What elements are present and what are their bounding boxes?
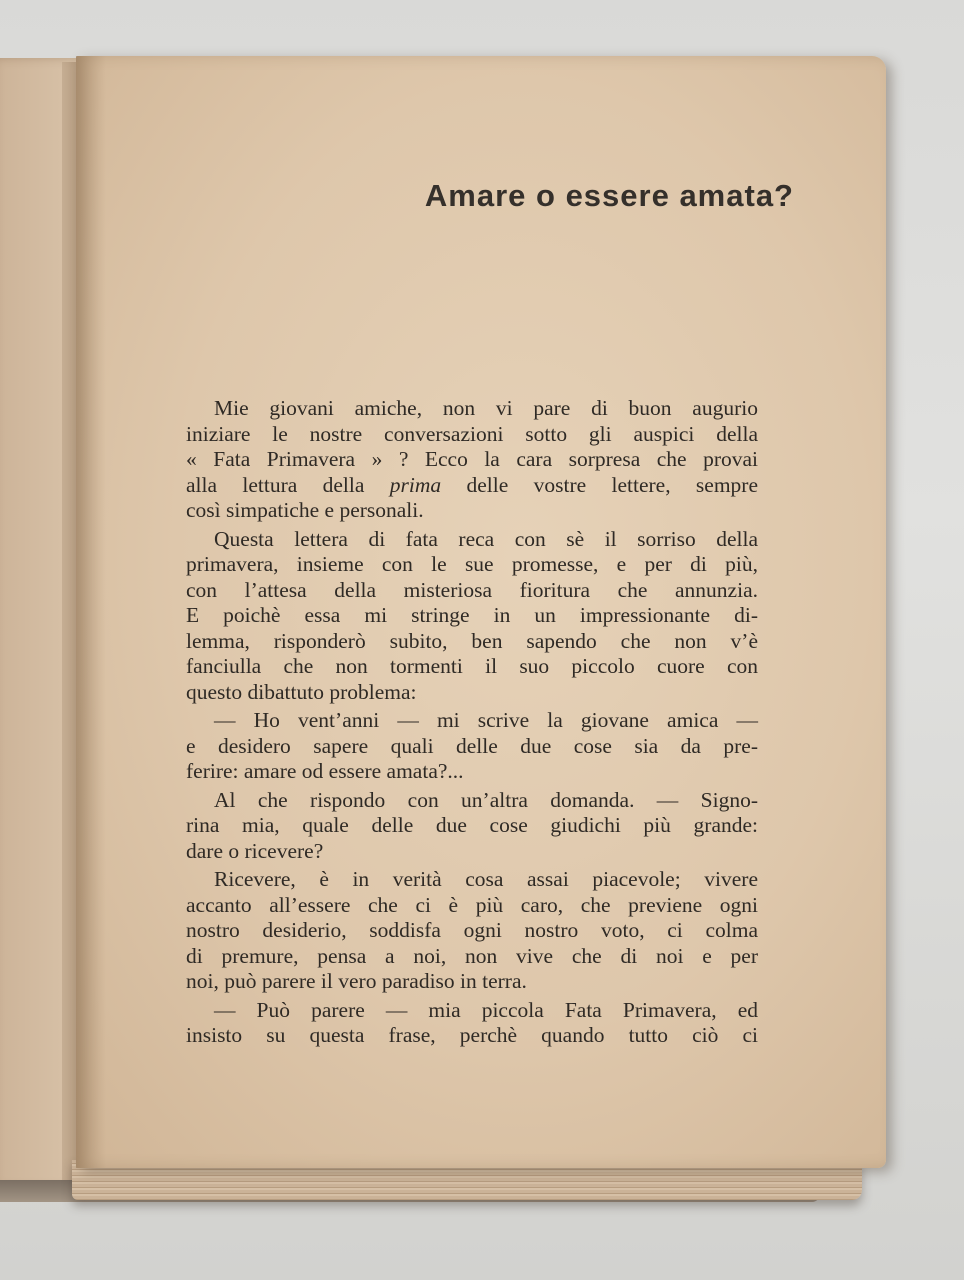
text-line (186, 447, 758, 473)
line-text: questo dibattuto problema: (186, 679, 417, 704)
line-text: Mie giovani amiche, non vi pare di buon augurio (214, 396, 758, 420)
chapter-title: Amare o essere amata? (424, 178, 794, 213)
text-line (186, 527, 758, 553)
line-text: dare o ricevere? (186, 838, 324, 863)
body-text (186, 396, 758, 1049)
line-text: Al che rispondo con un’altra domanda. — Signo- (214, 787, 758, 812)
line-text: insisto su questa frase, perchè quando tutto ciò ci (186, 1023, 758, 1047)
line-text: lemma, risponderò subito, ben sapendo che non v’è (186, 628, 758, 653)
text-line (186, 654, 758, 680)
gutter-shadow (76, 56, 106, 1168)
line-text: Questa lettera di fata reca con sè il sorriso della (214, 526, 758, 551)
line-text: accanto all’essere che ci è più caro, che previene ogni (186, 892, 758, 917)
emphasis-text: prima (389, 472, 442, 497)
text-line (186, 734, 758, 760)
line-text: fanciulla che non tormenti il suo piccolo cuore con (186, 654, 758, 678)
line-text: rina mia, quale delle due cose giudichi più grande: (186, 813, 758, 837)
line-text: noi, può parere il vero paradiso in terra. (186, 969, 527, 993)
text-line (186, 867, 758, 893)
text-line (186, 788, 758, 814)
line-text: « Fata Primavera » ? Ecco la cara sorpresa che provai (186, 447, 758, 471)
line-text: — Può parere — mia piccola Fata Primavera, ed (214, 997, 758, 1022)
text-line (186, 473, 758, 499)
text-line (186, 498, 758, 524)
text-line (186, 893, 758, 919)
text-line (186, 998, 758, 1024)
line-text: di premure, pensa a noi, non vive che di noi e per (186, 943, 758, 968)
text-line (186, 422, 758, 448)
line-text: così simpatiche e personali. (186, 498, 424, 522)
text-line (186, 629, 758, 655)
line-text: E poichè essa mi stringe in un impressionante di- (186, 603, 758, 627)
text-line (186, 918, 758, 944)
line-text: alla lettura della (186, 472, 390, 497)
line-text: — Ho vent’anni — mi scrive la giovane amica — (214, 708, 758, 732)
text-line (186, 396, 758, 422)
line-text: delle vostre lettere, sempre (441, 472, 759, 497)
line-text: e desidero sapere quali delle due cose sia da pre- (186, 733, 758, 758)
text-line (186, 1023, 758, 1049)
text-line (186, 813, 758, 839)
text-line (186, 578, 758, 604)
text-line (186, 759, 758, 785)
right-page (76, 56, 886, 1168)
text-line (186, 944, 758, 970)
text-line (186, 680, 758, 706)
text-line (186, 969, 758, 995)
line-text: Ricevere, è in verità cosa assai piacevole; vivere (214, 867, 758, 891)
text-line (186, 603, 758, 629)
line-text: ferire: amare od essere amata?... (186, 759, 464, 783)
line-text: nostro desiderio, soddisfa ogni nostro voto, ci colma (186, 918, 758, 942)
line-text: iniziare le nostre conversazioni sotto gli auspici della (186, 421, 758, 446)
line-text: primavera, insieme con le sue promesse, e per di più, (186, 552, 758, 576)
text-line (186, 708, 758, 734)
text-line (186, 839, 758, 865)
line-text: con l’attesa della misteriosa fioritura che annunzia. (186, 577, 758, 602)
text-line (186, 552, 758, 578)
